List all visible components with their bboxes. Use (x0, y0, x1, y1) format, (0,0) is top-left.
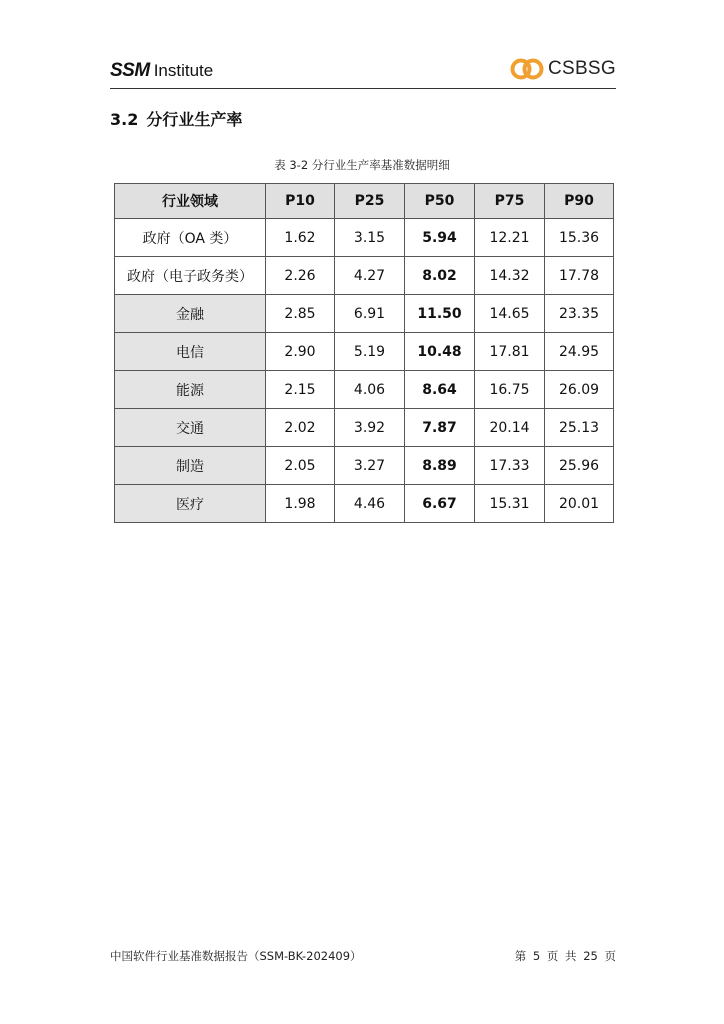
column-header: P25 (335, 184, 405, 219)
industry-cell: 政府（OA 类） (115, 219, 266, 257)
table-header-row (115, 184, 614, 219)
table-row (115, 447, 614, 485)
value-cell: 5.19 (335, 333, 405, 371)
value-cell: 2.02 (266, 409, 335, 447)
table-row (115, 409, 614, 447)
column-header: P90 (545, 184, 614, 219)
productivity-table (114, 183, 614, 523)
csbsg-rings-icon (509, 56, 545, 82)
median-cell: 6.67 (405, 485, 475, 523)
value-cell: 3.15 (335, 219, 405, 257)
value-cell: 1.62 (266, 219, 335, 257)
median-cell: 8.02 (405, 257, 475, 295)
footer-page-number: 第 5 页 共 25 页 (514, 949, 616, 963)
median-cell: 10.48 (405, 333, 475, 371)
industry-cell: 交通 (115, 409, 266, 447)
value-cell: 2.05 (266, 447, 335, 485)
value-cell: 25.96 (545, 447, 614, 485)
value-cell: 17.78 (545, 257, 614, 295)
value-cell: 14.32 (475, 257, 545, 295)
value-cell: 20.14 (475, 409, 545, 447)
industry-cell: 金融 (115, 295, 266, 333)
table-row (115, 485, 614, 523)
csbsg-logo (509, 56, 616, 82)
median-cell: 11.50 (405, 295, 475, 333)
value-cell: 15.31 (475, 485, 545, 523)
value-cell: 1.98 (266, 485, 335, 523)
table-row (115, 333, 614, 371)
value-cell: 17.33 (475, 447, 545, 485)
table-row (115, 371, 614, 409)
csbsg-logo-text: CSBSG (547, 58, 616, 79)
column-header: P75 (475, 184, 545, 219)
median-cell: 8.89 (405, 447, 475, 485)
value-cell: 2.26 (266, 257, 335, 295)
value-cell: 23.35 (545, 295, 614, 333)
value-cell: 17.81 (475, 333, 545, 371)
column-header: P50 (405, 184, 475, 219)
table-row (115, 257, 614, 295)
industry-cell: 医疗 (115, 485, 266, 523)
table-caption: 表 3-2 分行业生产率基准数据明细 (274, 158, 450, 172)
industry-cell: 政府（电子政务类） (115, 257, 266, 295)
median-cell: 7.87 (405, 409, 475, 447)
section-title: 分行业生产率 (146, 110, 243, 129)
footer-report-title: 中国软件行业基准数据报告（SSM-BK-202409） (110, 949, 362, 963)
institute-logo-text: Institute (153, 61, 214, 80)
median-cell: 5.94 (405, 219, 475, 257)
value-cell: 4.06 (335, 371, 405, 409)
value-cell: 3.92 (335, 409, 405, 447)
table-row (115, 219, 614, 257)
industry-cell: 制造 (115, 447, 266, 485)
value-cell: 14.65 (475, 295, 545, 333)
value-cell: 25.13 (545, 409, 614, 447)
section-heading (110, 107, 242, 130)
ssm-institute-logo (110, 60, 213, 82)
value-cell: 4.46 (335, 485, 405, 523)
value-cell: 24.95 (545, 333, 614, 371)
value-cell: 2.90 (266, 333, 335, 371)
value-cell: 26.09 (545, 371, 614, 409)
industry-cell: 电信 (115, 333, 266, 371)
median-cell: 8.64 (405, 371, 475, 409)
table-row (115, 295, 614, 333)
value-cell: 15.36 (545, 219, 614, 257)
page-header (110, 56, 616, 89)
value-cell: 4.27 (335, 257, 405, 295)
value-cell: 20.01 (545, 485, 614, 523)
value-cell: 2.15 (266, 371, 335, 409)
value-cell: 3.27 (335, 447, 405, 485)
value-cell: 2.85 (266, 295, 335, 333)
value-cell: 12.21 (475, 219, 545, 257)
section-number: 3.2 (110, 110, 139, 129)
column-header: 行业领域 (115, 184, 266, 219)
ssm-logo-mark: SSM (110, 60, 150, 81)
industry-cell: 能源 (115, 371, 266, 409)
value-cell: 16.75 (475, 371, 545, 409)
column-header: P10 (266, 184, 335, 219)
value-cell: 6.91 (335, 295, 405, 333)
